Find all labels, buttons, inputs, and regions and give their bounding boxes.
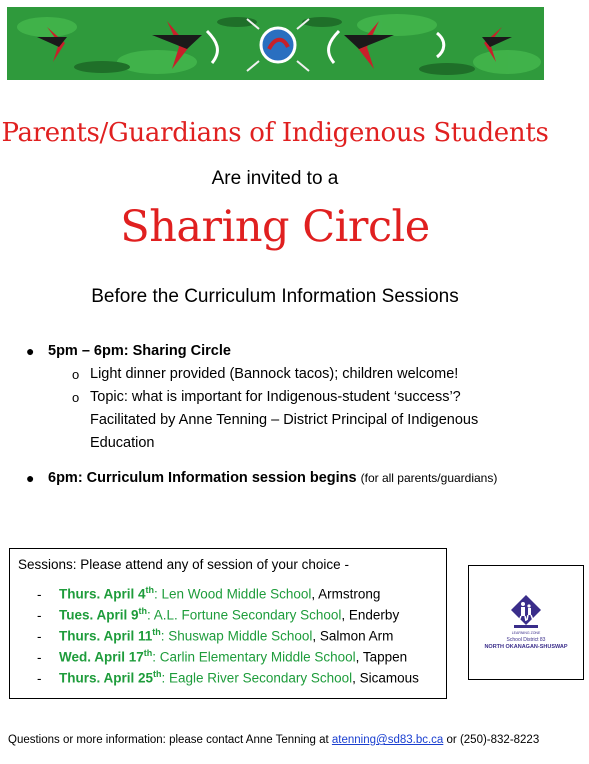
email-link[interactable]: atenning@sd83.bc.ca bbox=[331, 734, 444, 746]
session-date: Thurs. April 4 bbox=[59, 586, 146, 602]
session-date-suffix: th bbox=[152, 627, 161, 637]
session-date: Thurs. April 25 bbox=[59, 670, 154, 686]
session-town: , Armstrong bbox=[311, 586, 381, 602]
headline-sharing-circle: Sharing Circle bbox=[120, 202, 430, 252]
session-town: , Sicamous bbox=[352, 670, 419, 686]
sessions-intro: Sessions: Please attend any of session of your choice - bbox=[18, 557, 349, 572]
headline-before-sessions: Before the Curriculum Information Sessions bbox=[91, 286, 459, 307]
session-date-suffix: th bbox=[143, 648, 153, 658]
session-school: : Eagle River Secondary School bbox=[161, 670, 353, 686]
bullet-icon: ● bbox=[26, 343, 35, 359]
session-date: Tues. April 9 bbox=[59, 607, 139, 623]
banner bbox=[7, 7, 544, 80]
circle-bullet-icon: o bbox=[72, 367, 80, 382]
session-school: : Shuswap Middle School bbox=[160, 628, 313, 644]
session-date-suffix: th bbox=[138, 606, 148, 616]
bullet-icon: ● bbox=[26, 470, 35, 486]
agenda-item-label: 6pm: Curriculum Information session begins bbox=[48, 470, 357, 486]
headline-invited: Are invited to a bbox=[211, 168, 339, 189]
session-date-suffix: th bbox=[153, 669, 162, 679]
agenda-item-sharing-circle bbox=[26, 340, 566, 363]
agenda-subitem-continued bbox=[26, 409, 566, 432]
session-town: , Salmon Arm bbox=[312, 628, 394, 644]
circle-bullet-icon: o bbox=[72, 390, 80, 405]
session-row: - Tues. April 9th: A.L. Fortune Secondary School, Enderby bbox=[37, 606, 400, 623]
contact-footer bbox=[8, 734, 539, 746]
footer-phone: or (250)-832-8223 bbox=[446, 734, 540, 746]
agenda-subitem-text: Facilitated by Anne Tenning – District Principal of Indigenous bbox=[90, 412, 479, 428]
agenda-item-label: 5pm – 6pm: Sharing Circle bbox=[48, 343, 231, 359]
session-school: : Len Wood Middle School bbox=[154, 586, 312, 602]
agenda-item-note: (for all parents/guardians) bbox=[360, 471, 498, 485]
logo-tagline: LEARNING ZONE bbox=[511, 631, 541, 635]
sessions-box bbox=[9, 548, 447, 699]
session-date: Wed. April 17 bbox=[59, 649, 144, 665]
agenda bbox=[26, 340, 566, 490]
session-row: - Thurs. April 25th: Eagle River Secondary School, Sicamous bbox=[37, 669, 419, 686]
session-school: : Carlin Elementary Middle School bbox=[152, 649, 356, 665]
session-date: Thurs. April 11 bbox=[59, 628, 153, 644]
session-town: , Tappen bbox=[355, 649, 408, 665]
session-row: - Thurs. April 4th: Len Wood Middle School, Armstrong bbox=[37, 585, 381, 602]
session-school: : A.L. Fortune Secondary School bbox=[147, 607, 342, 623]
agenda-subitem-text: Education bbox=[90, 435, 155, 451]
agenda-subitem-text: Topic: what is important for Indigenous-student ‘success’? bbox=[90, 389, 461, 405]
indigenous-art-banner bbox=[7, 7, 544, 80]
session-row: - Wed. April 17th: Carlin Elementary Middle School, Tappen bbox=[37, 648, 408, 665]
agenda-subitem-text: Light dinner provided (Bannock tacos); children welcome! bbox=[90, 366, 459, 382]
learning-zone-icon bbox=[510, 594, 542, 630]
session-row: - Thurs. April 11th: Shuswap Middle School, Salmon Arm bbox=[37, 627, 394, 644]
school-district-logo bbox=[468, 565, 584, 680]
agenda-subitem bbox=[26, 363, 566, 386]
footer-text: Questions or more information: please contact Anne Tenning at bbox=[8, 734, 329, 746]
session-date-suffix: th bbox=[145, 585, 155, 595]
logo-district: School District 83 bbox=[506, 637, 546, 643]
agenda-subitem bbox=[26, 386, 566, 409]
session-town: , Enderby bbox=[341, 607, 400, 623]
agenda-item-curriculum bbox=[26, 467, 566, 490]
logo-district-name: NORTH OKANAGAN-SHUSWAP bbox=[484, 644, 568, 650]
headline-parents: Parents/Guardians of Indigenous Students bbox=[1, 118, 549, 148]
agenda-subitem-continued bbox=[26, 432, 566, 455]
